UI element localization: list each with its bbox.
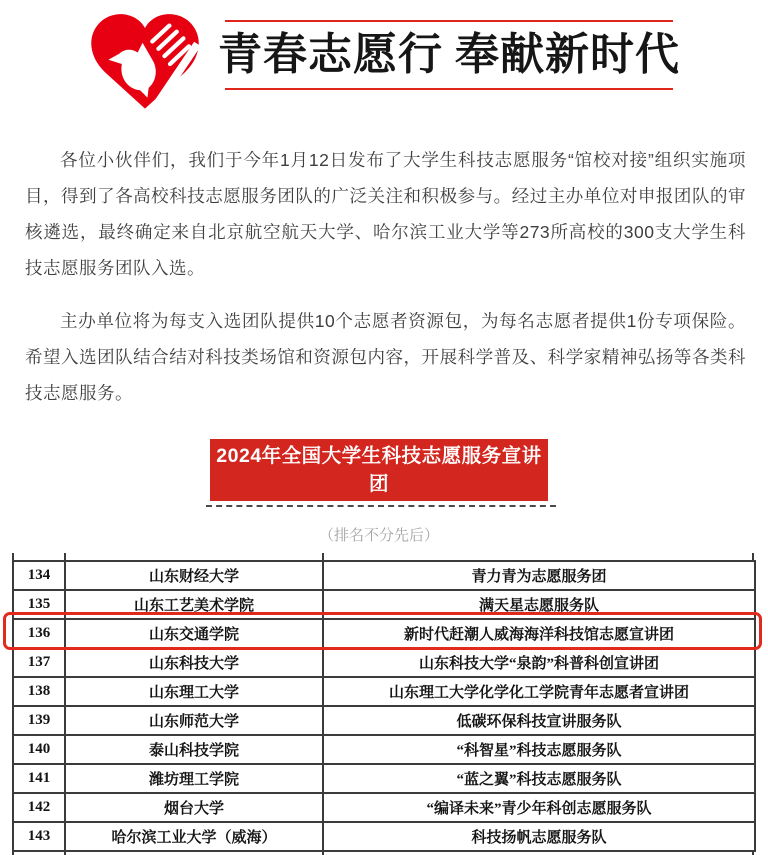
paragraph-2: 主办单位将为每支入选团队提供10个志愿者资源包，为每名志愿者提供1份专项保险。希望入选团队结合结对科技类场馆和资源包内容，开展科学普及、科学家精神弘扬等各类科技志愿服务。 [25,311,746,403]
cell-university: 烟台大学 [65,793,323,822]
cell-university: 山东工艺美术学院 [65,590,323,619]
cell-university: 山东理工大学 [65,677,323,706]
cell-university: 山东财经大学 [65,561,323,590]
results-table-wrap [12,560,754,852]
cell-row-number: 138 [13,677,65,706]
cell-university: 潍坊理工学院 [65,764,323,793]
table-edge-stub [12,553,14,560]
table-edge-stub [64,553,66,560]
cell-row-number: 143 [13,822,65,851]
table-row [13,706,755,735]
cell-team-name: 青力青为志愿服务团 [323,561,755,590]
cell-row-number: 140 [13,735,65,764]
page-title: 青春志愿行 奉献新时代 [218,30,680,79]
cell-university: 哈尔滨工业大学（威海） [65,822,323,851]
ranking-note: （排名不分先后） [318,527,439,544]
table-row [13,648,755,677]
cell-row-number: 141 [13,764,65,793]
title-bottom-rule [225,88,673,90]
cell-row-number: 134 [13,561,65,590]
cell-university: 山东师范大学 [65,706,323,735]
cell-team-name: “编译未来”青少年科创志愿服务队 [323,793,755,822]
banner-line-1: 2024年全国大学生科技志愿服务宣讲团 [216,445,542,495]
table-edge-stub [752,553,754,560]
article-body [25,142,746,428]
paragraph-1: 各位小伙伴们，我们于今年1月12日发布了大学生科技志愿服务“馆校对接”组织实施项目，得到了各高校科技志愿服务团队的广泛关注和积极参与。经过主办单位对申报团队的审核遴选，最终确定来自北京航空航天大学、哈尔滨工业大学等273所高校的300支大学生科技志愿服务团队入选。 [25,150,746,278]
cell-team-name: “蓝之翼”科技志愿服务队 [323,764,755,793]
header-title-block [214,20,684,90]
banner-line-2: 入选团队名单公布 [298,501,459,523]
table-row [13,822,755,851]
table-edge-stub [12,850,14,855]
table-edge-stub [322,850,324,855]
table-row [13,590,755,619]
cell-row-number: 136 [13,619,65,648]
dashed-divider [206,505,556,507]
cell-team-name: 低碳环保科技宣讲服务队 [323,706,755,735]
volunteer-heart-hand-logo-icon [84,6,206,116]
cell-row-number: 137 [13,648,65,677]
table-row [13,793,755,822]
cell-team-name: 满天星志愿服务队 [323,590,755,619]
cell-team-name: “科智星”科技志愿服务队 [323,735,755,764]
cell-team-name: 山东理工大学化学化工学院青年志愿者宣讲团 [323,677,755,706]
table-edge-stub [64,850,66,855]
table-row [13,561,755,590]
results-table [12,560,756,852]
cell-team-name: 山东科技大学“泉韵”科普科创宣讲团 [323,648,755,677]
cell-row-number: 135 [13,590,65,619]
cell-team-name: 新时代赶潮人威海海洋科技馆志愿宣讲团 [323,619,755,648]
cell-university: 山东交通学院 [65,619,323,648]
table-edge-stub [322,553,324,560]
table-row [13,735,755,764]
cell-team-name: 科技扬帆志愿服务队 [323,822,755,851]
table-row [13,764,755,793]
table-edge-stub [752,850,754,855]
announcement-banner [210,439,548,523]
cell-row-number: 142 [13,793,65,822]
table-row [13,619,755,648]
cell-university: 山东科技大学 [65,648,323,677]
cell-university: 泰山科技学院 [65,735,323,764]
table-row [13,677,755,706]
cell-row-number: 139 [13,706,65,735]
